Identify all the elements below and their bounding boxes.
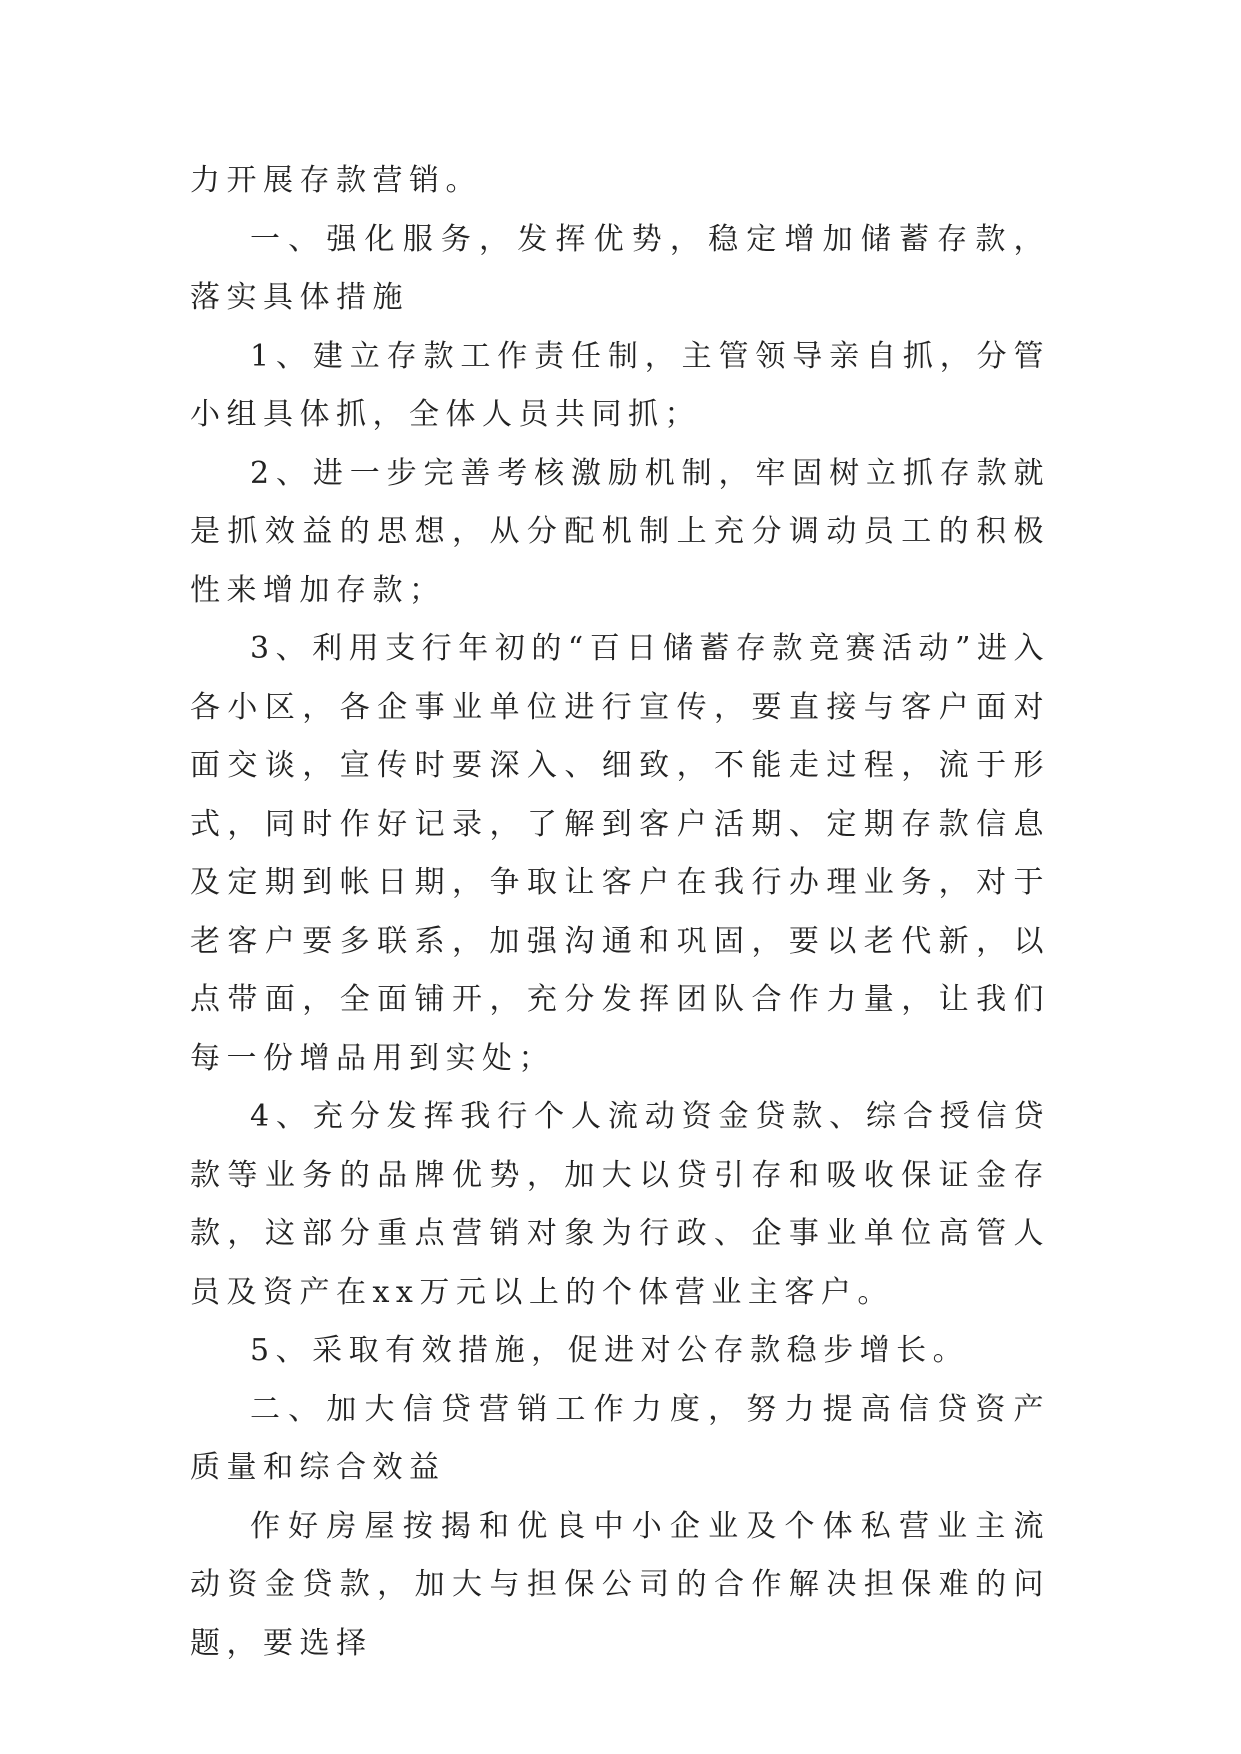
list-item-3: 3、利用支行年初的“百日储蓄存款竞赛活动”进入各小区，各企事业单位进行宣传，要直接与客户面对面交谈，宣传时要深入、细致，不能走过程，流于形式，同时作好记录，了解到客户活期、定期存款信息及定期到帐日期，争取让客户在我行办理业务，对于老客户要多联系，加强沟通和巩固，要以老代新，以点带面，全面铺开，充分发挥团队合作力量，让我们每一份增品用到实处；: [190, 631, 1050, 1076]
list-item-4: 4、充分发挥我行个人流动资金贷款、综合授信贷款等业务的品牌优势，加大以贷引存和吸收保证金存款，这部分重点营销对象为行政、企事业单位高管人员及资产在xx万元以上的个体营业主客户。: [190, 1099, 1050, 1310]
paragraph-continuation: 力开展存款营销。: [190, 163, 482, 198]
list-item-2: 2、进一步完善考核激励机制，牢固树立抓存款就是抓效益的思想，从分配机制上充分调动员工的积极性来增加存款；: [190, 455, 1050, 608]
section-heading-2: 二、加大信贷营销工作力度，努力提高信贷资产质量和综合效益: [190, 1391, 1050, 1485]
list-item-5: 5、采取有效措施，促进对公存款稳步增长。: [250, 1333, 970, 1368]
document-body: [190, 152, 1050, 1673]
list-item-1: 1、建立存款工作责任制，主管领导亲自抓，分管小组具体抓，全体人员共同抓；: [190, 338, 1050, 432]
body-paragraph: 作好房屋按揭和优良中小企业及个体私营业主流动资金贷款，加大与担保公司的合作解决担保难的问题，要选择: [190, 1508, 1050, 1661]
section-heading-1: 一、强化服务，发挥优势，稳定增加储蓄存款，落实具体措施: [190, 221, 1050, 315]
